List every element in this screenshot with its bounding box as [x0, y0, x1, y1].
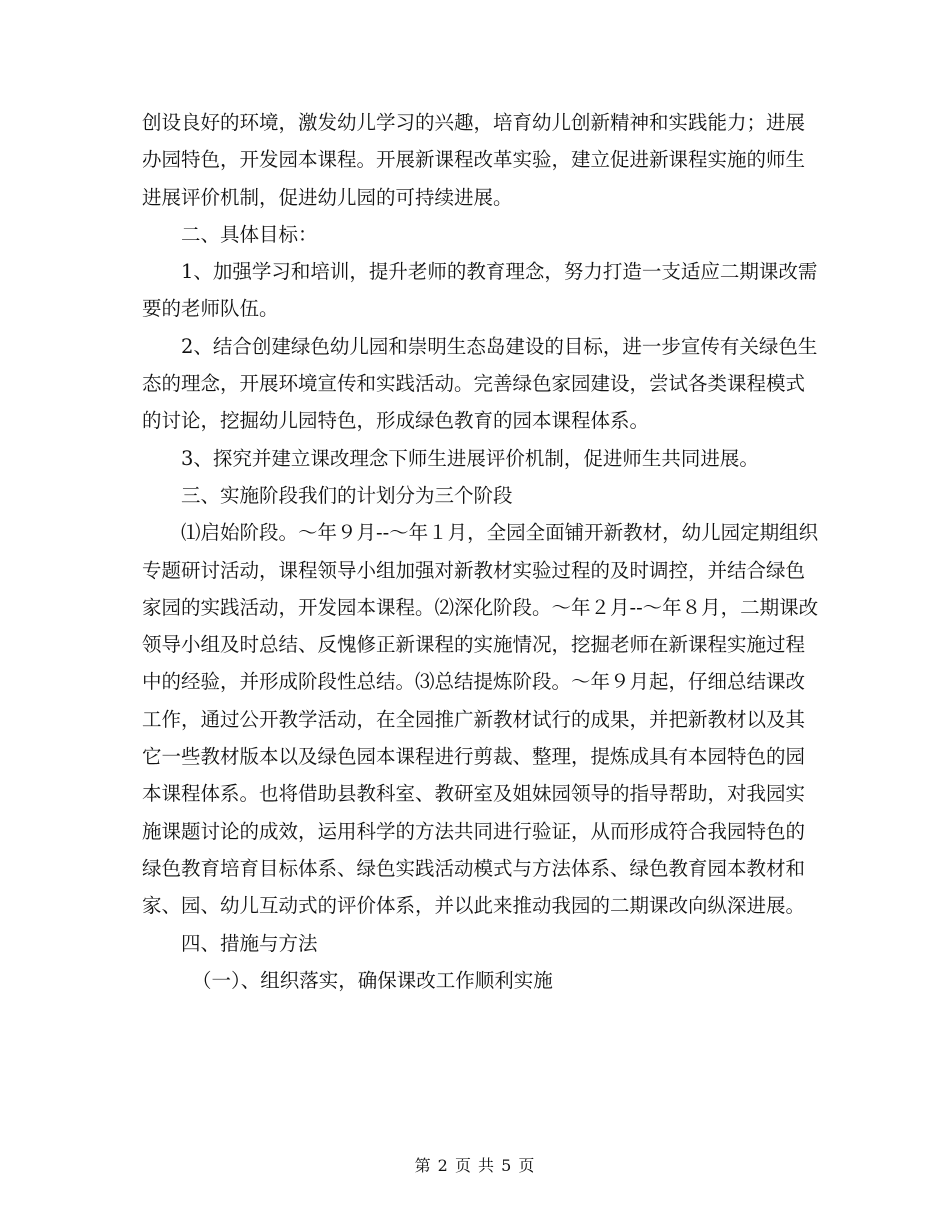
heading-measures-methods: 四、措施与方法: [181, 931, 318, 955]
heading-implementation-stages: 三、实施阶段我们的计划分为三个阶段: [181, 483, 513, 507]
page-number-footer: 第 2 页 共 5 页: [414, 1156, 536, 1175]
document-body: [142, 104, 822, 999]
subheading-organization: （一）、组织落实，确保课改工作顺利实施: [192, 968, 553, 992]
heading-specific-goals: 二、具体目标：: [181, 222, 318, 246]
paragraph-stages-detail: ⑴启始阶段。～年９月--～年１月，全园全面铺开新教材，幼儿园定期组织专题研讨活动，课程领导小组加强对新教材实验过程的及时调控，并结合绿色家园的实践活动，开发园本课程。⑵深化阶段。～年２月--～年８月，二期课改领导小组及时总结、反愧修正新课程的实施情况，挖掘老师在新课程实施过程中的经验，并形成阶段性总结。⑶总结提炼阶段。～年９月起，仔细总结课改工作，通过公开教学活动，在全园推广新教材试行的成果，并把新教材以及其它一些教材版本以及绿色园本课程进行剪裁、整理，提炼成具有本园特色的园本课程体系。也将借助县教科室、教研室及姐妹园领导的指导帮助，对我园实施课题讨论的成效，运用科学的方法共同进行验证，从而形成符合我园特色的绿色教育培育目标体系、绿色实践活动模式与方法体系、绿色教育园本教材和家、园、幼儿互动式的评价体系，并以此来推动我园的二期课改向纵深进展。: [142, 521, 819, 918]
paragraph-intro-continued: 创设良好的环境，激发幼儿学习的兴趣，培育幼儿创新精神和实践能力；进展办园特色，开发园本课程。开展新课程改革实验，建立促进新课程实施的师生进展评价机制，促进幼儿园的可持续进展。: [142, 111, 806, 209]
goal-item-1: 1、加强学习和培训，提升老师的教育理念，努力打造一支适应二期课改需要的老师队伍。: [142, 260, 818, 321]
goal-item-3: 3、探究并建立课改理念下师生进展评价机制，促进师生共同进展。: [181, 446, 759, 470]
goal-item-2: 2、结合创建绿色幼儿园和崇明生态岛建设的目标，进一步宣传有关绿色生态的理念，开展环境宣传和实践活动。完善绿色家园建设，尝试各类课程模式的讨论，挖掘幼儿园特色，形成绿色教育的园本课程体系。: [142, 334, 818, 433]
